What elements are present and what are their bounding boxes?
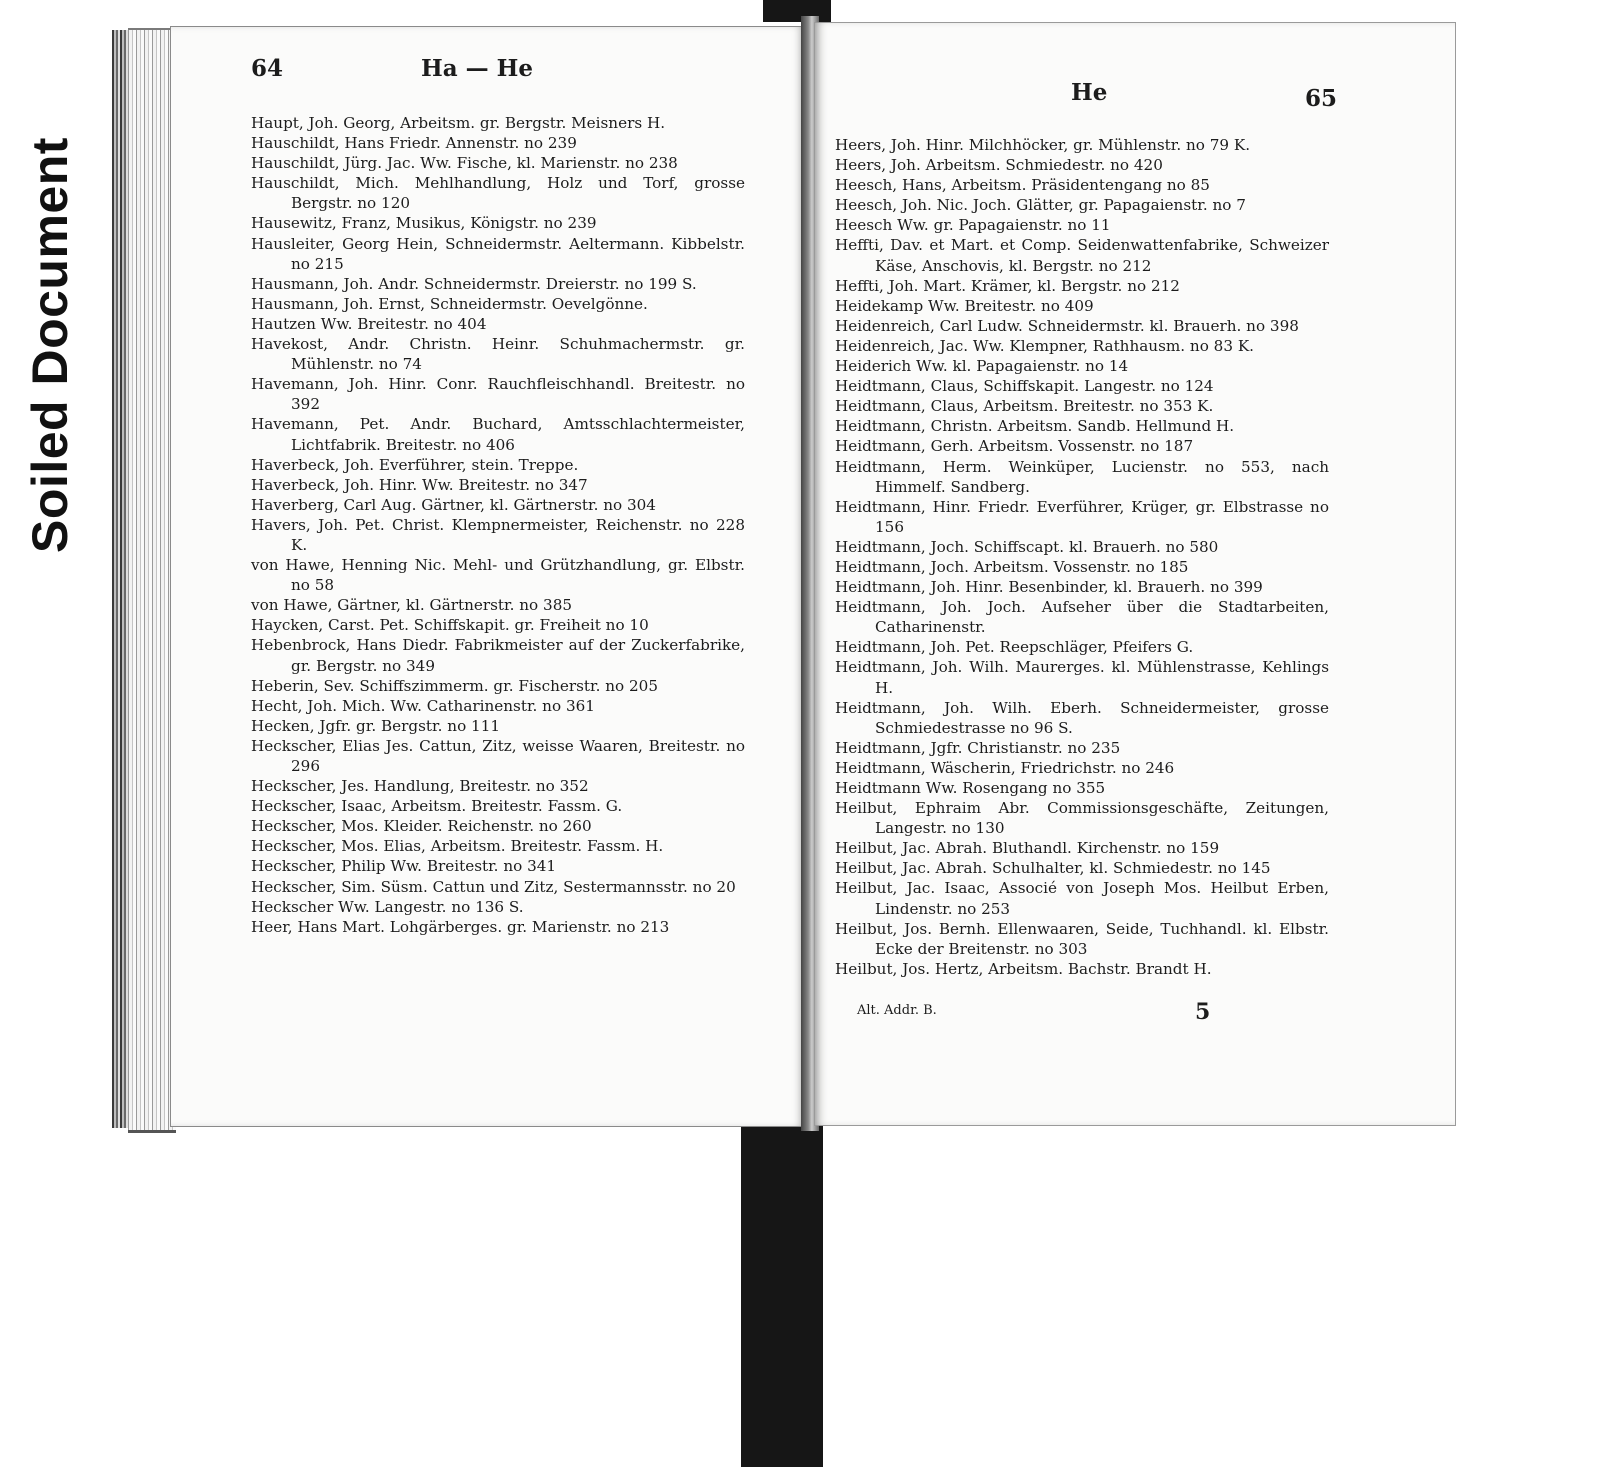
soiled-document-stamp: [20, 90, 80, 600]
directory-entry: Hausleiter, Georg Hein, Schneidermstr. Aeltermann. Kibbelstr. no 215: [251, 234, 745, 273]
left-page-number: 64: [251, 55, 284, 82]
directory-entry: Heidtmann, Wäscherin, Friedrichstr. no 246: [835, 758, 1175, 777]
directory-entry: Heckscher, Sim. Süsm. Cattun und Zitz, Sestermannsstr. no 20: [251, 877, 736, 896]
directory-entry: Heers, Joh. Arbeitsm. Schmiedestr. no 420: [835, 156, 1163, 175]
bookmark-ribbon-top: [763, 0, 831, 22]
directory-entry: Heidtmann, Joh. Joch. Aufseher über die Stadtarbeiten, Catharinenstr.: [835, 598, 1329, 637]
left-page: [170, 26, 806, 1127]
directory-entry: Heilbut, Jac. Abrah. Bluthandl. Kirchenstr. no 159: [835, 839, 1220, 858]
directory-entry: Heilbut, Jos. Bernh. Ellenwaaren, Seide, Tuchhandl. kl. Elbstr. Ecke der Breitenstr. no 303: [835, 919, 1329, 958]
directory-entry: von Hawe, Henning Nic. Mehl- und Grützhandlung, gr. Elbstr. no 58: [251, 556, 745, 595]
directory-entry: Heidtmann, Joch. Schiffscapt. kl. Brauerh. no 580: [835, 537, 1219, 556]
directory-entry: Haycken, Carst. Pet. Schiffskapit. gr. Freiheit no 10: [251, 616, 649, 635]
directory-entry: Heesch, Hans, Arbeitsm. Präsidentengang no 85: [835, 176, 1210, 195]
stamp-label: Soiled Document: [22, 137, 78, 553]
directory-entry: Havekost, Andr. Christn. Heinr. Schuhmachermstr. gr. Mühlenstr. no 74: [251, 335, 745, 374]
directory-entry: Haverbeck, Joh. Hinr. Ww. Breitestr. no 347: [251, 475, 588, 494]
directory-entry: Haverbeck, Joh. Everführer, stein. Treppe.: [251, 455, 579, 474]
directory-entry: Heers, Joh. Hinr. Milchhöcker, gr. Mühlenstr. no 79 K.: [835, 136, 1251, 154]
right-page: [814, 22, 1456, 1126]
directory-entry: Heilbut, Jac. Abrah. Schulhalter, kl. Schmiedestr. no 145: [835, 859, 1271, 878]
directory-entry: Heberin, Sev. Schiffszimmerm. gr. Fischerstr. no 205: [251, 676, 658, 695]
directory-entry: Hautzen Ww. Breitestr. no 404: [251, 314, 487, 333]
directory-entry: Heilbut, Jos. Hertz, Arbeitsm. Bachstr. Brandt H.: [835, 959, 1212, 978]
directory-entry: Hecken, Jgfr. gr. Bergstr. no 111: [251, 716, 501, 735]
directory-entry: Havemann, Pet. Andr. Buchard, Amtsschlachtermeister, Lichtfabrik. Breitestr. no 406: [251, 415, 745, 454]
directory-entry: Heidtmann, Joch. Arbeitsm. Vossenstr. no 185: [835, 557, 1189, 576]
left-entry-list: [251, 113, 745, 937]
directory-entry: Havers, Joh. Pet. Christ. Klempnermeister, Reichenstr. no 228 K.: [251, 515, 745, 554]
directory-entry: Heilbut, Jac. Isaac, Associé von Joseph Mos. Heilbut Erben, Lindenstr. no 253: [835, 879, 1329, 918]
directory-entry: Heidtmann, Joh. Wilh. Maurerges. kl. Mühlenstrasse, Kehlings H.: [835, 658, 1329, 697]
directory-entry: Heidtmann, Christn. Arbeitsm. Sandb. Hellmund H.: [835, 417, 1235, 436]
gathering-signature: 5: [1195, 999, 1211, 1025]
directory-entry: Heer, Hans Mart. Lohgärberges. gr. Marienstr. no 213: [251, 917, 670, 936]
directory-entry: Heffti, Joh. Mart. Krämer, kl. Bergstr. no 212: [835, 276, 1180, 295]
page-edges: [128, 28, 176, 1133]
directory-entry: Hausmann, Joh. Ernst, Schneidermstr. Oevelgönne.: [251, 294, 648, 313]
directory-entry: Haupt, Joh. Georg, Arbeitsm. gr. Bergstr. Meisners H.: [251, 114, 666, 132]
directory-entry: Heesch, Joh. Nic. Joch. Glätter, gr. Papagaienstr. no 7: [835, 196, 1246, 215]
directory-entry: Heffti, Dav. et Mart. et Comp. Seidenwattenfabrike, Schweizer Käse, Anschovis, kl. Bergstr. no 212: [835, 236, 1329, 275]
directory-entry: Heidtmann, Jgfr. Christianstr. no 235: [835, 738, 1121, 757]
directory-entry: Heidtmann, Claus, Schiffskapit. Langestr. no 124: [835, 377, 1214, 396]
bookmark-ribbon-bottom: [741, 1118, 823, 1467]
directory-entry: Haverberg, Carl Aug. Gärtner, kl. Gärtnerstr. no 304: [251, 495, 656, 514]
directory-entry: Heidtmann, Joh. Pet. Reepschläger, Pfeifers G.: [835, 638, 1194, 657]
directory-entry: Heidtmann, Joh. Hinr. Besenbinder, kl. Brauerh. no 399: [835, 578, 1263, 597]
directory-entry: Heckscher Ww. Langestr. no 136 S.: [251, 897, 524, 916]
directory-entry: Heckscher, Isaac, Arbeitsm. Breitestr. Fassm. G.: [251, 797, 623, 816]
directory-entry: Heckscher, Mos. Elias, Arbeitsm. Breitestr. Fassm. H.: [251, 837, 664, 856]
directory-entry: Heckscher, Mos. Kleider. Reichenstr. no 260: [251, 817, 592, 836]
directory-entry: Heidtmann Ww. Rosengang no 355: [835, 779, 1106, 797]
footer-signature-mark: Alt. Addr. B.: [857, 1003, 937, 1018]
directory-entry: Hauschildt, Hans Friedr. Annenstr. no 239: [251, 134, 577, 153]
directory-entry: Hausewitz, Franz, Musikus, Königstr. no 239: [251, 214, 597, 233]
directory-entry: Heidtmann, Hinr. Friedr. Everführer, Krüger, gr. Elbstrasse no 156: [835, 497, 1329, 536]
directory-entry: Heidekamp Ww. Breitestr. no 409: [835, 296, 1094, 315]
directory-entry: Heidenreich, Jac. Ww. Klempner, Rathhausm. no 83 K.: [835, 336, 1254, 355]
directory-entry: Heilbut, Ephraim Abr. Commissionsgeschäfte, Zeitungen, Langestr. no 130: [835, 799, 1329, 838]
directory-entry: Heesch Ww. gr. Papagaienstr. no 11: [835, 216, 1111, 235]
right-page-number: 65: [1305, 85, 1338, 112]
directory-entry: Heidtmann, Herm. Weinküper, Lucienstr. no 553, nach Himmelf. Sandberg.: [835, 457, 1329, 496]
directory-entry: Hauschildt, Mich. Mehlhandlung, Holz und Torf, grosse Bergstr. no 120: [251, 174, 745, 213]
directory-entry: Heiderich Ww. kl. Papagaienstr. no 14: [835, 357, 1129, 376]
directory-entry: Heidtmann, Gerh. Arbeitsm. Vossenstr. no 187: [835, 437, 1194, 456]
directory-entry: von Hawe, Gärtner, kl. Gärtnerstr. no 385: [251, 596, 573, 615]
left-running-head: Ha — He: [421, 55, 534, 82]
directory-entry: Hebenbrock, Hans Diedr. Fabrikmeister auf der Zuckerfabrike, gr. Bergstr. no 349: [251, 636, 745, 675]
directory-entry: Hauschildt, Jürg. Jac. Ww. Fische, kl. Marienstr. no 238: [251, 154, 678, 173]
directory-entry: Heidtmann, Claus, Arbeitsm. Breitestr. no 353 K.: [835, 397, 1214, 416]
directory-entry: Havemann, Joh. Hinr. Conr. Rauchfleischhandl. Breitestr. no 392: [251, 375, 745, 414]
directory-entry: Heckscher, Jes. Handlung, Breitestr. no 352: [251, 777, 589, 796]
directory-entry: Heckscher, Philip Ww. Breitestr. no 341: [251, 857, 557, 876]
directory-entry: Heckscher, Elias Jes. Cattun, Zitz, weisse Waaren, Breitestr. no 296: [251, 736, 745, 775]
directory-entry: Hecht, Joh. Mich. Ww. Catharinenstr. no 361: [251, 696, 595, 715]
right-running-head: He: [1071, 79, 1108, 106]
directory-entry: Hausmann, Joh. Andr. Schneidermstr. Dreierstr. no 199 S.: [251, 274, 697, 293]
directory-entry: Heidtmann, Joh. Wilh. Eberh. Schneidermeister, grosse Schmiedestrasse no 96 S.: [835, 698, 1329, 737]
right-entry-list: [835, 135, 1329, 979]
directory-entry: Heidenreich, Carl Ludw. Schneidermstr. kl. Brauerh. no 398: [835, 316, 1299, 335]
